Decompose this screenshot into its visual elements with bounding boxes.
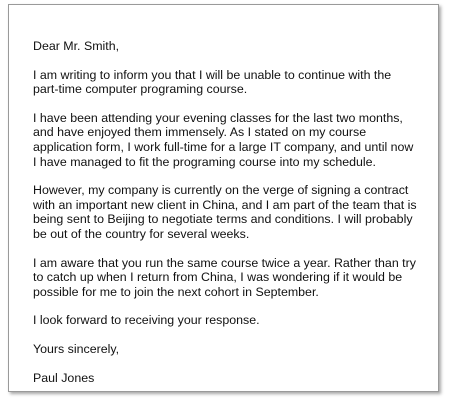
letter-frame <box>8 4 439 392</box>
paragraph-line: application form, I work full-time for a large IT company, and until now <box>33 139 414 154</box>
signature <box>33 371 433 386</box>
salutation-text: Dear Mr. Smith, <box>33 39 120 53</box>
paragraph-line: part-time computer programing course. <box>33 82 248 97</box>
closing-text: Yours sincerely, <box>33 341 120 356</box>
paragraph-line: possible for me to join the next cohort in September. <box>33 284 319 299</box>
closing <box>33 342 433 357</box>
paragraph-line: and have enjoyed them immensely. As I stated on my course <box>33 125 367 140</box>
paragraph-line: I have been attending your evening classes for the last two months, <box>33 110 403 125</box>
paragraph-2 <box>33 111 433 169</box>
salutation <box>33 39 433 54</box>
paragraph-5 <box>33 313 433 328</box>
paragraph-line: be out of the country for several weeks. <box>33 226 250 241</box>
letter-body <box>33 39 433 399</box>
paragraph-3 <box>33 183 433 241</box>
paragraph-line: I have managed to fit the programing course into my schedule. <box>33 154 376 169</box>
paragraph-line: However, my company is currently on the verge of signing a contract <box>33 183 409 198</box>
paragraph-line: I look forward to receiving your response. <box>33 313 260 328</box>
signature-text: Paul Jones <box>33 370 95 385</box>
paragraph-line: to catch up when I return from China, I was wondering if it would be <box>33 270 403 285</box>
paragraph-line: I am writing to inform you that I will be unable to continue with the <box>33 67 392 82</box>
paragraph-line: with an important new client in China, and I am part of the team that is <box>33 197 417 212</box>
paragraph-line: being sent to Beijing to negotiate terms and conditions. I will probably <box>33 212 413 227</box>
paragraph-1 <box>33 68 433 97</box>
paragraph-line: I am aware that you run the same course twice a year. Rather than try <box>33 255 416 270</box>
paragraph-4 <box>33 256 433 300</box>
